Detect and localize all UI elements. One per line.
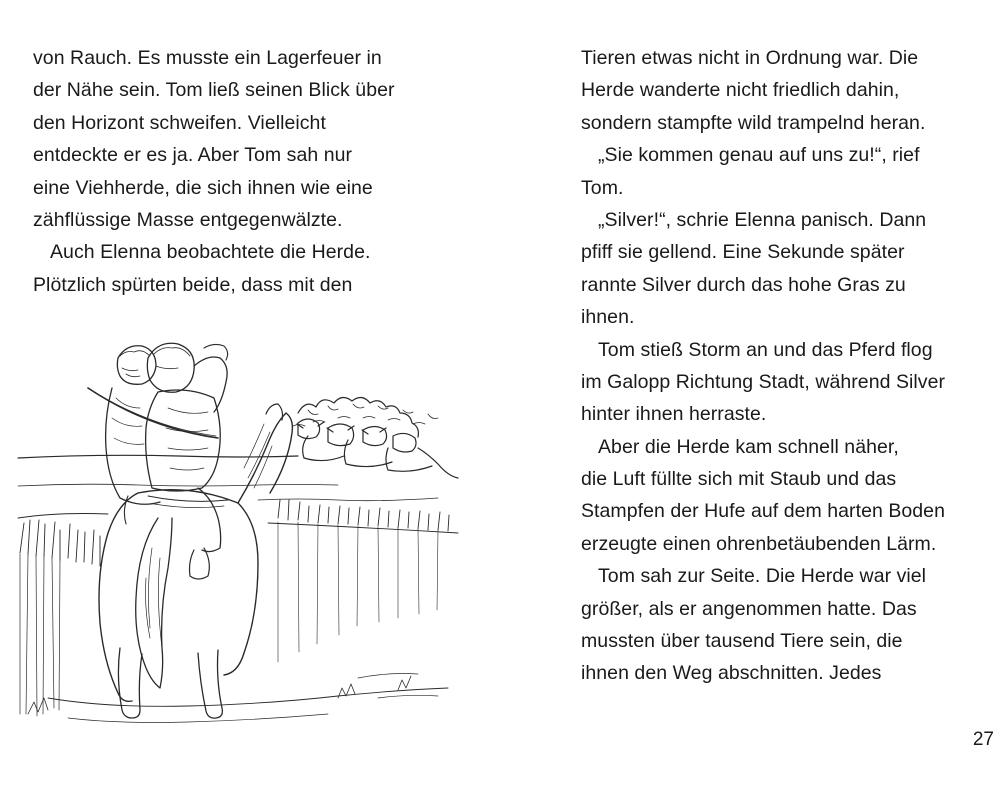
text-line: im Galopp Richtung Stadt, während Silver (581, 370, 946, 393)
text-line: von Rauch. Es musste ein Lagerfeuer in (33, 47, 382, 69)
page-number: 27 (972, 729, 994, 750)
text-line: den Horizont schweifen. Vielleicht (33, 111, 326, 134)
text-line: pfiff sie gellend. Eine Sekunde später (581, 241, 905, 264)
text-line: Tom. (581, 176, 624, 199)
text-line: Aber die Herde kam schnell näher, (598, 435, 899, 458)
text-line: der Nähe sein. Tom ließ seinen Blick über (33, 79, 395, 102)
text-line: Tieren etwas nicht in Ordnung war. Die (581, 47, 919, 69)
text-line: rannte Silver durch das hohe Gras zu (581, 273, 906, 296)
text-line: größer, als er angenommen hatte. Das (581, 597, 917, 620)
text-line: „Silver!“, schrie Elenna panisch. Dann (598, 208, 927, 231)
text-line: die Luft füllte sich mit Staub und das (581, 468, 897, 491)
text-line: Herde wanderte nicht friedlich dahin, (581, 79, 900, 102)
horse-riders-illustration (8, 318, 468, 738)
text-line: Auch Elenna beobachtete die Herde. (50, 241, 371, 264)
right-text-column (581, 42, 996, 690)
text-line: Tom stieß Storm an und das Pferd flog (598, 338, 933, 361)
text-line: ihnen den Weg abschnitten. Jedes (581, 662, 882, 685)
text-line: eine Viehherde, die sich ihnen wie eine (33, 176, 373, 199)
text-line: zähflüssige Masse entgegenwälzte. (33, 208, 343, 231)
text-line: mussten über tausend Tiere sein, die (581, 630, 903, 653)
text-line: „Sie kommen genau auf uns zu!“, rief (598, 144, 920, 167)
left-text-column (33, 42, 463, 301)
text-line: entdeckte er es ja. Aber Tom sah nur (33, 144, 353, 167)
text-line: hinter ihnen herraste. (581, 403, 767, 426)
text-line: Stampfen der Hufe auf dem harten Boden (581, 500, 945, 523)
text-line: sondern stampfte wild trampelnd heran. (581, 111, 926, 134)
text-line: ihnen. (581, 306, 635, 329)
text-line: Tom sah zur Seite. Die Herde war viel (598, 565, 927, 588)
text-line: Plötzlich spürten beide, dass mit den (33, 273, 353, 296)
text-line: erzeugte einen ohrenbetäubenden Lärm. (581, 532, 937, 555)
